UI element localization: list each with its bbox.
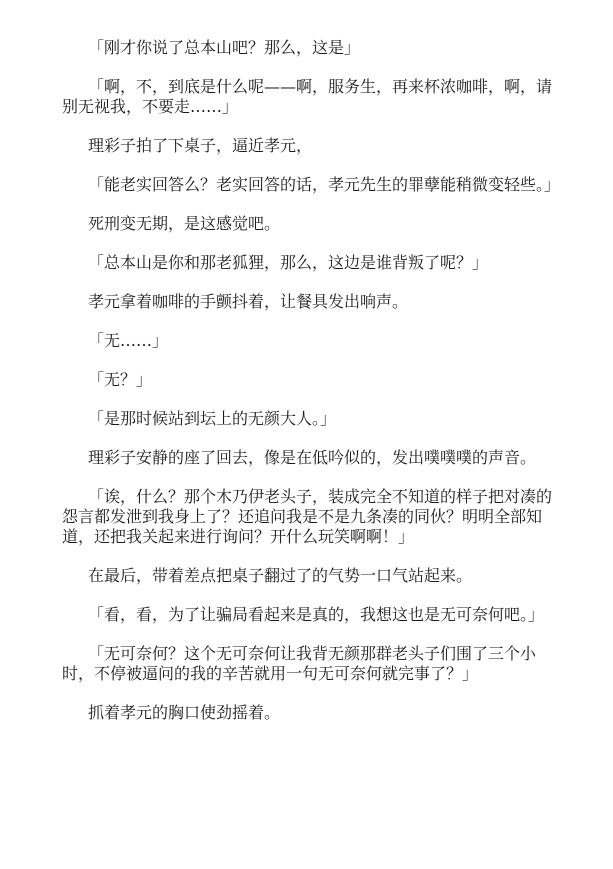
paragraph: 「能老实回答么？老实回答的话，孝元先生的罪孽能稍微变轻些。」 <box>88 175 561 194</box>
paragraph: 死刑变无期，是这感觉吧。 <box>88 214 281 233</box>
paragraph: 孝元拿着咖啡的手颤抖着，让餐具发出响声。 <box>88 292 409 311</box>
paragraph: 「总本山是你和那老狐狸，那么，这边是谁背叛了呢？」 <box>88 253 489 272</box>
paragraph: 「无可奈何？这个无可奈何让我背无颜那群老头子们围了三个小时，不停被逼问的我的辛苦就用一句无可奈何就完事了？」 <box>62 644 537 683</box>
paragraph: 「无？」 <box>88 370 153 389</box>
paragraph: 在最后，带着差点把桌子翻过了的气势一口气站起来。 <box>88 566 473 585</box>
paragraph: 理彩子拍了下桌子，逼近孝元， <box>88 136 313 155</box>
paragraph: 理彩子安静的座了回去，像是在低吟似的，发出噗噗噗的声音。 <box>88 448 537 467</box>
paragraph: 「诶，什么？那个木乃伊老头子，装成完全不知道的样子把对凑的怨言都发泄到我身上了？还追问我是不是九条凑的同伙？明明全部知道，还把我关起来进行询问？开什么玩笑啊啊！」 <box>62 487 553 546</box>
paragraph: 「刚才你说了总本山吧？那么，这是」 <box>88 38 361 57</box>
paragraph: 「看，看，为了让骗局看起来是真的，我想这也是无可奈何吧。」 <box>88 605 545 624</box>
paragraph: 抓着孝元的胸口使劲摇着。 <box>88 703 281 722</box>
paragraph: 「是那时候站到坛上的无颜大人。」 <box>88 409 337 428</box>
paragraph: 「无……」 <box>88 331 169 350</box>
paragraph: 「啊，不，到底是什么呢——啊，服务生，再来杯浓咖啡，啊，请别无视我，不要走……」 <box>62 77 553 116</box>
